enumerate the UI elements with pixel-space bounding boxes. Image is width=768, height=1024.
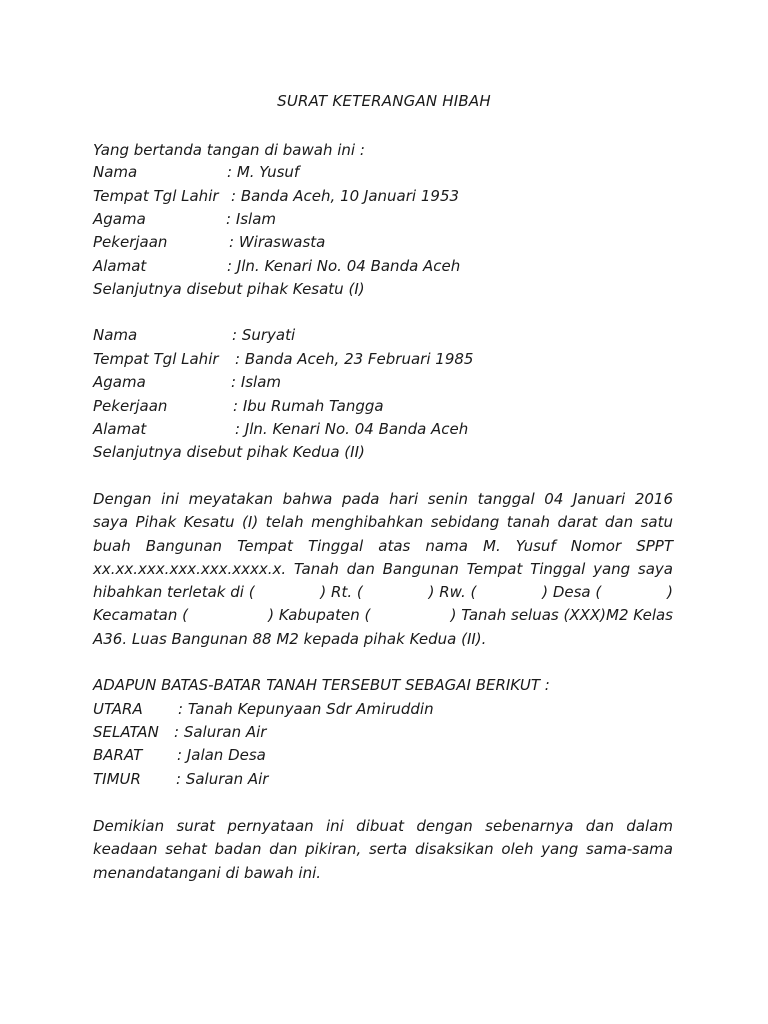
- boundary-utara-row: [93, 699, 434, 719]
- boundary-selatan-label: SELATAN: [93, 723, 159, 741]
- boundary-selatan-row: [93, 722, 266, 742]
- boundary-timur-label: TIMUR: [93, 770, 141, 788]
- statement-line: xx.xx.xxx.xxx.xxx.xxxx.x. Tanah dan Bangunan Tempat Tinggal yang saya: [93, 559, 673, 578]
- party1-nama-row: [93, 162, 299, 182]
- party2-agama-row: [93, 372, 281, 392]
- party2-agama-value: : Islam: [231, 373, 282, 391]
- boundary-barat-value: : Jalan Desa: [177, 746, 266, 764]
- location-segment: ): [667, 583, 673, 602]
- boundary-utara-label: UTARA: [93, 700, 143, 718]
- statement-line: A36. Luas Bangunan 88 M2 kepada pihak Kedua (II).: [93, 629, 487, 648]
- party2-pekerjaan-label: Pekerjaan: [93, 397, 168, 415]
- party1-nama-value: : M. Yusuf: [227, 163, 300, 181]
- boundary-timur-row: [93, 769, 268, 789]
- location-segment: ) Rw. (: [428, 583, 477, 602]
- statement-paragraph: [93, 488, 673, 651]
- party1-alamat-row: [93, 256, 460, 276]
- boundary-barat-row: [93, 745, 266, 765]
- boundary-timur-value: : Saluran Air: [176, 770, 269, 788]
- party1-nama-label: Nama: [93, 163, 138, 181]
- party1-pekerjaan-value: : Wiraswasta: [229, 233, 326, 251]
- party1-alamat-label: Alamat: [93, 257, 147, 275]
- party2-nama-row: [93, 325, 295, 345]
- party2-alamat-label: Alamat: [93, 420, 147, 438]
- party2-designation: Selanjutnya disebut pihak Kedua (II): [93, 443, 365, 461]
- party1-pekerjaan-row: [93, 232, 325, 252]
- statement-region-line: [93, 604, 673, 627]
- party2-nama-value: : Suryati: [232, 326, 296, 344]
- closing-line: menandatangani di bawah ini.: [93, 863, 322, 882]
- statement-location-line: [93, 581, 673, 604]
- party2-pekerjaan-value: : Ibu Rumah Tangga: [233, 397, 384, 415]
- party2-alamat-row: [93, 419, 468, 439]
- party2-alamat-value: : Jln. Kenari No. 04 Banda Aceh: [235, 420, 469, 438]
- party1-designation: Selanjutnya disebut pihak Kesatu (I): [93, 280, 365, 298]
- document-title: SURAT KETERANGAN HIBAH: [277, 92, 491, 110]
- party1-ttl-row: [93, 186, 459, 206]
- closing-line: keadaan sehat badan dan pikiran, serta disaksikan oleh yang sama-sama: [93, 840, 673, 859]
- region-segment: ) Tanah seluas (XXX)M2 Kelas: [450, 606, 673, 625]
- party1-agama-value: : Islam: [226, 210, 277, 228]
- statement-line: buah Bangunan Tempat Tinggal atas nama M. Yusuf Nomor SPPT: [93, 536, 673, 555]
- party2-nama-label: Nama: [93, 326, 138, 344]
- statement-line: saya Pihak Kesatu (I) telah menghibahkan sebidang tanah darat dan satu: [93, 513, 673, 532]
- party1-pekerjaan-label: Pekerjaan: [93, 233, 168, 251]
- region-segment: ) Kabupaten (: [268, 606, 371, 625]
- statement-line: Dengan ini meyatakan bahwa pada hari senin tanggal 04 Januari 2016: [93, 490, 673, 508]
- intro-text: Yang bertanda tangan di bawah ini :: [93, 141, 365, 159]
- party2-agama-label: Agama: [93, 373, 146, 391]
- boundary-selatan-value: : Saluran Air: [174, 723, 267, 741]
- boundary-utara-value: : Tanah Kepunyaan Sdr Amiruddin: [178, 700, 434, 718]
- party2-ttl-value: : Banda Aceh, 23 Februari 1985: [235, 350, 474, 368]
- party1-agama-label: Agama: [93, 210, 146, 228]
- location-segment: ) Desa (: [542, 583, 602, 602]
- location-segment: ) Rt. (: [320, 583, 363, 602]
- boundaries-heading: ADAPUN BATAS-BATAR TANAH TERSEBUT SEBAGAI BERIKUT :: [93, 676, 550, 694]
- location-segment: hibahkan terletak di (: [93, 583, 255, 602]
- closing-line: Demikian surat pernyataan ini dibuat dengan sebenarnya dan dalam: [93, 817, 673, 835]
- party1-ttl-value: : Banda Aceh, 10 Januari 1953: [231, 187, 460, 205]
- region-segment: Kecamatan (: [93, 606, 188, 625]
- party1-ttl-label: Tempat Tgl Lahir: [93, 187, 219, 205]
- boundary-barat-label: BARAT: [93, 746, 143, 764]
- party2-ttl-label: Tempat Tgl Lahir: [93, 350, 219, 368]
- party2-ttl-row: [93, 349, 473, 369]
- party1-alamat-value: : Jln. Kenari No. 04 Banda Aceh: [227, 257, 461, 275]
- closing-paragraph: [93, 815, 673, 885]
- party2-pekerjaan-row: [93, 396, 384, 416]
- party1-agama-row: [93, 209, 276, 229]
